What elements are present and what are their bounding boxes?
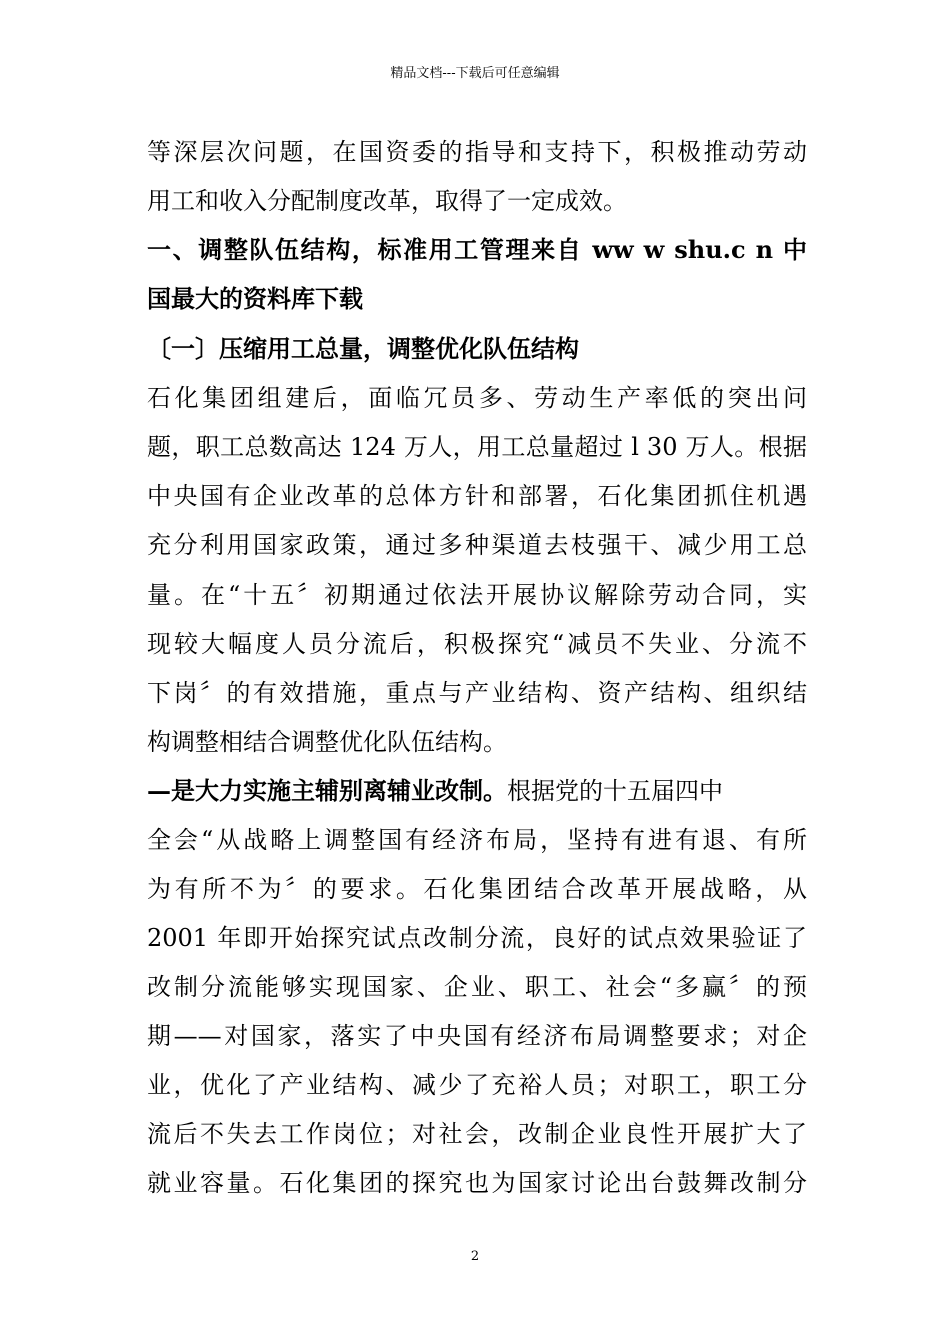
body-text: 根据党的十五届四中 [507,777,723,805]
body-line: 量。在“十五〞初期通过依法开展协议解除劳动合同，实 [147,581,807,609]
page-header: 精品文档---下载后可任意编辑 [390,66,560,81]
body-line: 就业容量。石化集团的探究也为国家讨论出台鼓舞改制分 [147,1169,807,1197]
body-line: 石化集团组建后，面临冗员多、劳动生产率低的突出问 [147,384,807,412]
body-line: 业，优化了产业结构、减少了充裕人员；对职工，职工分 [147,1071,807,1099]
subsection-heading: 〔一〕压缩用工总量，调整优化队伍结构 [147,334,579,363]
body-line: 现较大幅度人员分流后，积极探究“减员不失业、分流不 [147,630,807,658]
body-line: 全会“从战略上调整国有经济布局，坚持有进有退、有所 [147,826,807,854]
body-line: 等深层次问题，在国资委的指导和支持下，积极推动劳动 [147,138,807,166]
page-number: 2 [470,1249,480,1264]
body-line [147,773,807,809]
body-line: 题，职工总数高达 124 万人，用工总量超过 l 30 万人。根据 [147,433,807,461]
body-line: 下岗〞的有效措施，重点与产业结构、资产结构、组织结 [147,679,807,707]
body-line: 用工和收入分配制度改革，取得了一定成效。 [147,187,627,215]
body-line: 中央国有企业改革的总体方针和部署，石化集团抓住机遇 [147,482,807,510]
section-heading: 国最大的资料库下载 [147,284,363,313]
body-line: 改制分流能够实现国家、企业、职工、社会“多赢〞的预 [147,973,807,1001]
body-line: 构调整相结合调整优化队伍结构。 [147,728,507,756]
body-line: 充分利用国家政策，通过多种渠道去枝强干、减少用工总 [147,531,807,559]
body-line: 期——对国家，落实了中央国有经济布局调整要求；对企 [147,1022,807,1050]
bold-lead: —是大力实施主辅别离辅业改制。 [147,776,507,805]
body-line: 为有所不为〞的要求。石化集团结合改革开展战略，从 [147,875,807,903]
section-heading: 一、调整队伍结构，标准用工管理来自 ww w shu.c n 中 [147,235,807,264]
body-line: 流后不失去工作岗位；对社会，改制企业良性开展扩大了 [147,1120,807,1148]
body-line: 2001 年即开始探究试点改制分流，良好的试点效果验证了 [147,924,807,952]
